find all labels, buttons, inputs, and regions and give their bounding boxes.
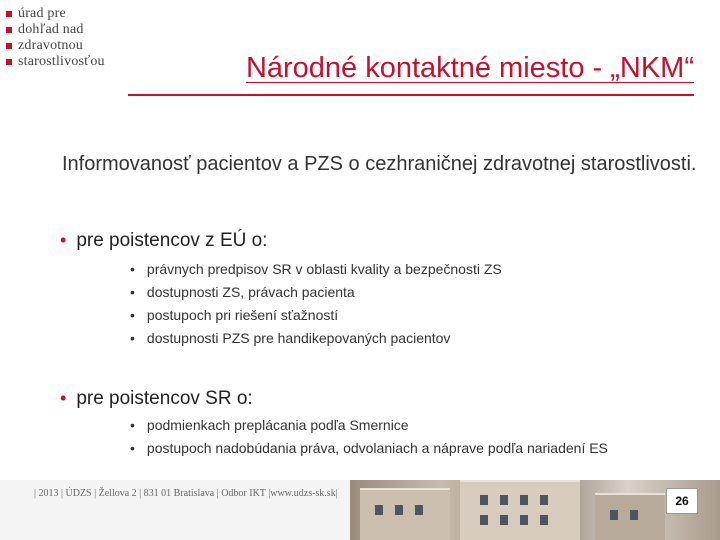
window-shape: [415, 505, 423, 515]
section-heading-text: pre poistencov SR o:: [76, 388, 253, 409]
slide-footer: [0, 480, 720, 540]
building-shape: [460, 480, 580, 540]
sr-items-list: [130, 414, 608, 460]
bullet-icon: •: [130, 307, 135, 323]
logo-text: starostlivosťou: [18, 53, 105, 69]
list-item: [130, 258, 502, 281]
logo-square-icon: [6, 27, 12, 33]
logo-text: zdravotnou: [18, 37, 83, 53]
bullet-icon: •: [130, 330, 135, 346]
list-item: [130, 437, 608, 460]
window-shape: [480, 495, 488, 505]
window-shape: [520, 495, 528, 505]
list-item-text: právnych predpisov SR v oblasti kvality a bezpečnosti ZS: [146, 261, 502, 277]
intro-paragraph: Informovanosť pacientov a PZS o cezhraničnej zdravotnej starostlivosti.: [62, 153, 697, 175]
bullet-icon: •: [60, 230, 67, 250]
slide-title: Národné kontaktné miesto - „NKM“: [245, 52, 694, 84]
bullet-icon: •: [130, 261, 135, 277]
building-shape: [360, 488, 450, 540]
page-number: 26: [666, 488, 698, 514]
list-item-text: podmienkach preplácania podľa Smernice: [146, 417, 409, 433]
section-heading-eu: [60, 230, 267, 252]
section-heading-sr: [60, 388, 253, 410]
bullet-icon: •: [130, 284, 135, 300]
logo-square-icon: [6, 43, 12, 49]
logo-text: úrad pre: [18, 5, 66, 21]
list-item: [130, 304, 502, 327]
list-item: [130, 281, 502, 304]
list-item: [130, 414, 608, 437]
window-shape: [500, 495, 508, 505]
logo-line: [6, 38, 105, 53]
eu-items-list: [130, 258, 502, 350]
footer-building-photo: [350, 480, 720, 540]
logo-square-icon: [6, 11, 12, 17]
footer-text: | 2013 | ÚDZS | Žellova 2 | 831 01 Bratislava | Odbor IKT |www.udzs-sk.sk|: [34, 488, 338, 499]
window-shape: [630, 510, 638, 520]
window-shape: [375, 505, 383, 515]
list-item-text: dostupnosti PZS pre handikepovaných pacientov: [146, 330, 451, 346]
list-item-text: dostupnosti ZS, právach pacienta: [146, 284, 355, 300]
list-item-text: postupoch pri riešení sťažností: [146, 307, 339, 323]
window-shape: [500, 515, 508, 525]
logo-text: dohľad nad: [18, 21, 84, 37]
bullet-icon: •: [130, 417, 135, 433]
bullet-icon: •: [60, 388, 67, 408]
window-shape: [520, 515, 528, 525]
logo-line: [6, 6, 105, 21]
bullet-icon: •: [130, 440, 135, 456]
list-item: [130, 327, 502, 350]
window-shape: [540, 515, 548, 525]
logo-line: [6, 22, 105, 37]
window-shape: [540, 495, 548, 505]
list-item-text: postupoch nadobúdania práva, odvolaniach a náprave podľa nariadení ES: [146, 440, 608, 456]
window-shape: [480, 515, 488, 525]
title-underline-bar: [128, 94, 694, 96]
window-shape: [395, 505, 403, 515]
window-shape: [610, 510, 618, 520]
footer-text-area: [0, 480, 350, 540]
section-heading-text: pre poistencov z EÚ o:: [76, 230, 268, 251]
